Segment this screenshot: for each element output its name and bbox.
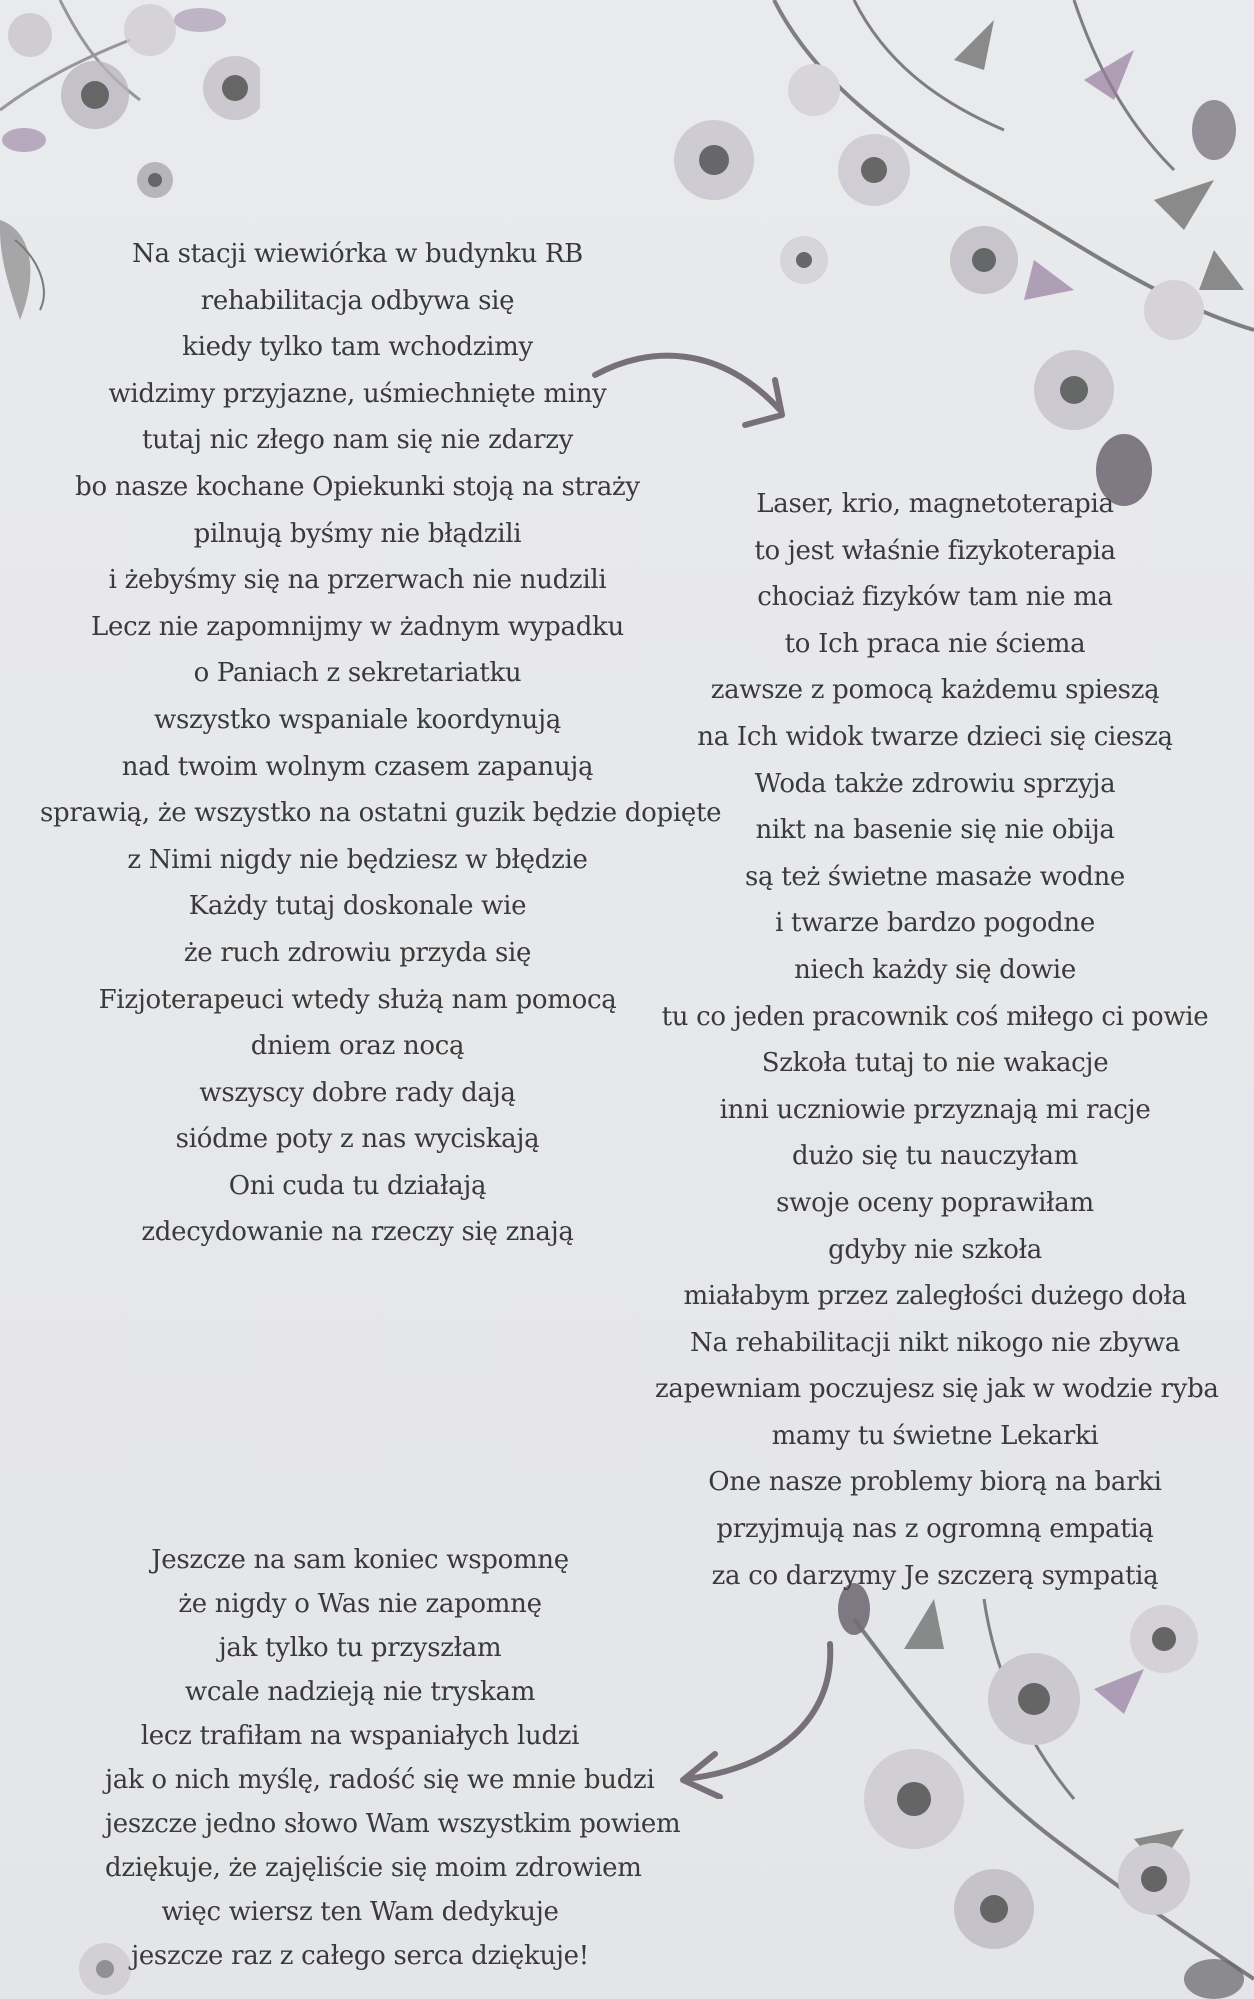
poem-line: kiedy tylko tam wchodzimy (182, 332, 533, 363)
poem-line: mamy tu świetne Lekarki (771, 1420, 1099, 1451)
poem-line: jeszcze raz z całego serca dziękuje! (131, 1941, 589, 1971)
poem-line: tu co jeden pracownik coś miłego ci powie (661, 1001, 1209, 1032)
poem-line: na Ich widok twarze dzieci się cieszą (697, 721, 1173, 752)
poem-line: niech każdy się dowie (794, 954, 1076, 985)
poem-line: bo nasze kochane Opiekunki stoją na straży (75, 471, 640, 502)
poem-line: miałabym przez zaległości dużego doła (683, 1281, 1187, 1312)
poem-line: dniem oraz nocą (250, 1031, 465, 1062)
poem-line: jeszcze jedno słowo Wam wszystkim powiem (105, 1809, 681, 1839)
poem-line: zawsze z pomocą każdemu spieszą (710, 675, 1160, 706)
poem-line: i żebyśmy się na przerwach nie nudzili (108, 565, 607, 596)
poem-line: chociaż fizyków tam nie ma (757, 582, 1113, 613)
flower-cluster-bottom-right (834, 1579, 1254, 1999)
poem-line: zdecydowanie na rzeczy się znają (141, 1217, 574, 1248)
poem-line: Woda także zdrowiu sprzyja (754, 768, 1116, 799)
poem-line: za co darzymy Je szczerą sympatią (711, 1560, 1159, 1591)
poem-line: o Paniach z sekretariatku (193, 658, 522, 689)
poem-line: z Nimi nigdy nie będziesz w błędzie (127, 844, 588, 875)
poem-line: siódme poty z nas wyciskają (175, 1124, 540, 1155)
poem-line: gdyby nie szkoła (828, 1234, 1042, 1265)
poem-line: Laser, krio, magnetoterapia (756, 489, 1114, 519)
poem-line: Szkoła tutaj to nie wakacje (761, 1048, 1109, 1079)
poem-line: Fizjoterapeuci wtedy służą nam pomocą (98, 984, 617, 1015)
poem-line: lecz trafiłam na wspaniałych ludzi (140, 1721, 580, 1751)
poem-line: więc wiersz ten Wam dedykuje (161, 1897, 559, 1927)
poem-line: swoje oceny poprawiłam (776, 1187, 1094, 1218)
poem-stanza-1 (40, 231, 722, 1256)
poem-line: i twarze bardzo pogodne (775, 908, 1095, 939)
poem-line: Na rehabilitacji nikt nikogo nie zbywa (690, 1327, 1180, 1358)
poem-line: wszystko wspaniale koordynują (154, 704, 561, 735)
poem-line: Oni cuda tu działają (228, 1170, 487, 1201)
poem-line: przyjmują nas z ogromną empatią (716, 1514, 1154, 1545)
poem-line: jak o nich myślę, radość się we mnie budzi (105, 1765, 655, 1795)
poem-stanza-3 (105, 1538, 681, 1978)
poem-line: inni uczniowie przyznają mi racje (719, 1094, 1151, 1125)
poem-line: Lecz nie zapomnijmy w żadnym wypadku (91, 611, 624, 642)
poem-line: One nasze problemy biorą na barki (708, 1467, 1162, 1498)
poem-stanza-2 (655, 481, 1219, 1599)
poem-line: rehabilitacja odbywa się (200, 285, 515, 316)
poem-line: to Ich praca nie ściema (784, 628, 1086, 659)
poem-line: pilnują byśmy nie błądzili (193, 518, 522, 549)
poem-line: Jeszcze na sam koniec wspomnę (151, 1545, 569, 1575)
poem-line: tutaj nic złego nam się nie zdarzy (141, 425, 574, 456)
poem-line: wszyscy dobre rady dają (199, 1077, 516, 1108)
poem-line: nikt na basenie się nie obija (755, 815, 1115, 846)
curved-arrow-left-down (675, 1639, 845, 1799)
poem-line: że ruch zdrowiu przyda się (183, 937, 532, 968)
poem-line: są też świetne masaże wodne (745, 861, 1125, 892)
poem-line: nad twoim wolnym czasem zapanują (121, 751, 594, 782)
poem-line: dziękuje, że zajęliście się moim zdrowiem (105, 1853, 642, 1883)
poem-line: Każdy tutaj doskonale wie (188, 891, 527, 922)
poem-line: to jest właśnie fizykoterapia (754, 535, 1116, 566)
poem-line: zapewniam poczujesz się jak w wodzie ryba (655, 1374, 1219, 1405)
poem-line: dużo się tu nauczyłam (792, 1141, 1078, 1172)
poem-line: Na stacji wiewiórka w budynku RB (132, 239, 583, 269)
poem-line: jak tylko tu przyszłam (218, 1633, 502, 1663)
poem-line: widzimy przyjazne, uśmiechnięte miny (108, 378, 607, 409)
poem-line: wcale nadzieją nie tryskam (184, 1677, 536, 1707)
poem-line: sprawią, że wszystko na ostatni guzik będzie dopięte (40, 798, 722, 829)
poem-line: że nigdy o Was nie zapomnę (178, 1589, 542, 1619)
